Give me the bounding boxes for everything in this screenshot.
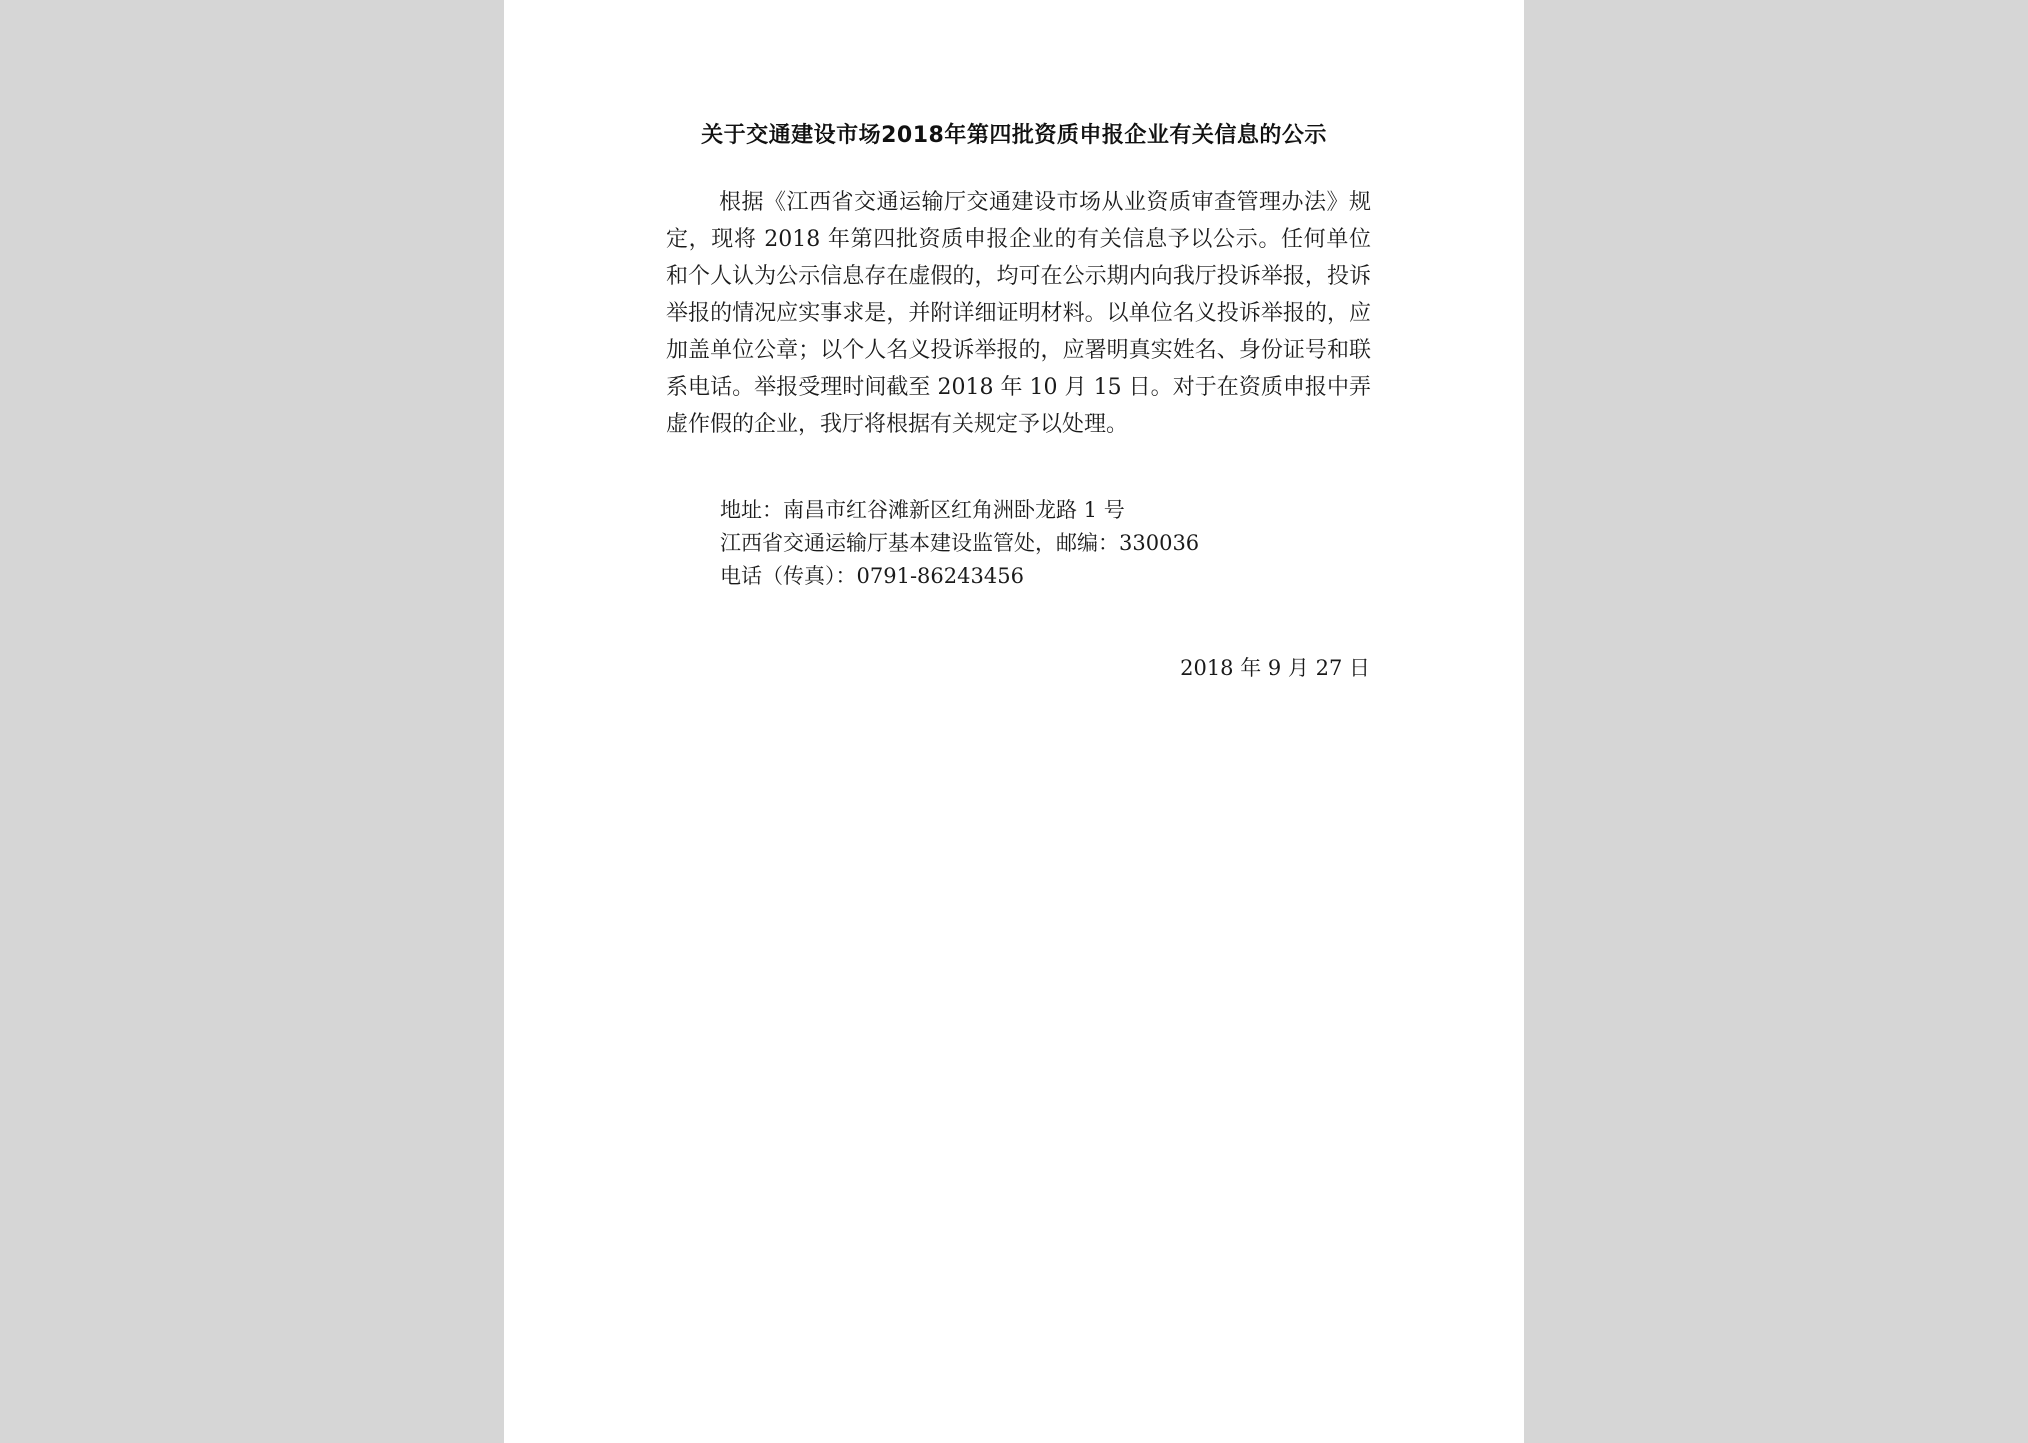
contact-address: 地址：南昌市红谷滩新区红角洲卧龙路 1 号 [720,498,1125,522]
body-paragraph: 根据《江西省交通运输厅交通建设市场从业资质审查管理办法》规定，现将 2018 年第四批资质申报企业的有关信息予以公示。任何单位和个人认为公示信息存在虚假的，均可在公示期内向我厅投诉举报，投诉举报的情况应实事求是，并附详细证明材料。以单位名义投诉举报的，应加盖单位公章；以个人名义投诉举报的，应署明真实姓名、身份证号和联系电话。举报受理时间截至 2018 年 10 月 15 日。对于在资质申报中弄虚作假的企业，我厅将根据有关规定予以处理。 [666,190,1371,437]
document-date: 2018 年 9 月 27 日 [1180,656,1370,680]
document-page [504,0,1524,1443]
contact-department: 江西省交通运输厅基本建设监管处，邮编：330036 [720,531,1200,555]
contact-block [720,494,1280,593]
contact-phone: 电话（传真）：0791-86243456 [720,564,1024,588]
document-title: 关于交通建设市场2018年第四批资质申报企业有关信息的公示 [701,123,1327,148]
